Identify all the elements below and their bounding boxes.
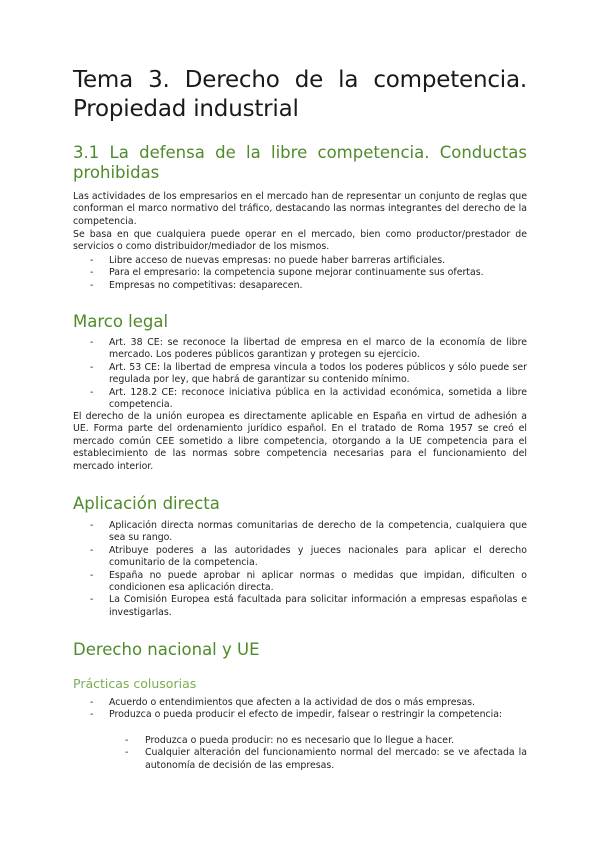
section-heading-aplicacion-directa: Aplicación directa — [73, 494, 220, 513]
bullet-list-aplicacion — [73, 520, 527, 619]
list-item: - Art. 38 CE: se reconoce la libertad de empresa en el marco de la economía de libre mercado. Los poderes públicos garantizan y protegen su ejercicio. — [73, 337, 527, 362]
paragraph-actividades: Las actividades de los empresarios en el mercado han de representar un conjunto de reglas que conforman el marco normativo del tráfico, destacando las normas integrantes del derecho de la competencia. — [73, 191, 527, 227]
list-item: - Art. 128.2 CE: reconoce iniciativa pública en la actividad económica, sometida a libre competencia. — [73, 387, 527, 412]
list-item: - Art. 53 CE: la libertad de empresa vincula a todos los poderes públicos y sólo puede ser regulada por ley, que habrá de garantizar su contenido mínimo. — [73, 362, 527, 387]
list-item: - Para el empresario: la competencia supone mejorar continuamente sus ofertas. — [73, 267, 527, 279]
section-heading-defensa: 3.1 La defensa de la libre competencia. Conductas prohibidas — [73, 143, 527, 182]
list-item: - España no puede aprobar ni aplicar normas o medidas que impidan, dificulten o condicionen esa aplicación directa. — [73, 570, 527, 595]
subsection-heading-practicas: Prácticas colusorias — [73, 676, 197, 691]
bullet-list-articulos — [73, 337, 527, 411]
page-title: Tema 3. Derecho de la competencia. Propiedad industrial — [73, 67, 527, 122]
section-heading-derecho-nacional: Derecho nacional y UE — [73, 640, 260, 659]
list-item: - Empresas no competitivas: desaparecen. — [73, 280, 527, 292]
paragraph-derecho-ue: El derecho de la unión europea es directamente aplicable en España en virtud de adhesión a UE. Forma parte del ordenamiento jurídico español. En el tratado de Roma 1957 se creó el mercado común CEE sometido a libre competencia, otorgando a la UE competencia para el establecimiento de las normas sobre competencia necesarias para el funcionamiento del mercado interior. — [73, 411, 527, 472]
list-item: - Libre acceso de nuevas empresas: no puede haber barreras artificiales. — [73, 255, 527, 267]
section-heading-marco-legal: Marco legal — [73, 312, 169, 331]
list-item: - Produzca o pueda producir el efecto de impedir, falsear o restringir la competencia: — [73, 709, 527, 721]
paragraph-se-basa: Se basa en que cualquiera puede operar en el mercado, bien como productor/prestador de servicios o como distribuidor/mediador de los mismos. — [73, 229, 527, 253]
list-item: - Acuerdo o entendimientos que afecten a la actividad de dos o más empresas. — [73, 697, 527, 709]
list-item: - Produzca o pueda producir: no es necesario que lo llegue a hacer. — [73, 735, 527, 747]
list-item: - La Comisión Europea está facultada para solicitar información a empresas españolas e investigarlas. — [73, 594, 527, 619]
bullet-list-acceso — [73, 255, 527, 292]
bullet-list-practicas — [73, 697, 527, 722]
sub-bullet-list-practicas — [73, 735, 527, 772]
list-item: - Cualquier alteración del funcionamiento normal del mercado: se ve afectada la autonomía de decisión de las empresas. — [73, 747, 527, 772]
list-item: - Aplicación directa normas comunitarias de derecho de la competencia, cualquiera que sea su rango. — [73, 520, 527, 545]
list-item: - Atribuye poderes a las autoridades y jueces nacionales para aplicar el derecho comunitario de la competencia. — [73, 545, 527, 570]
